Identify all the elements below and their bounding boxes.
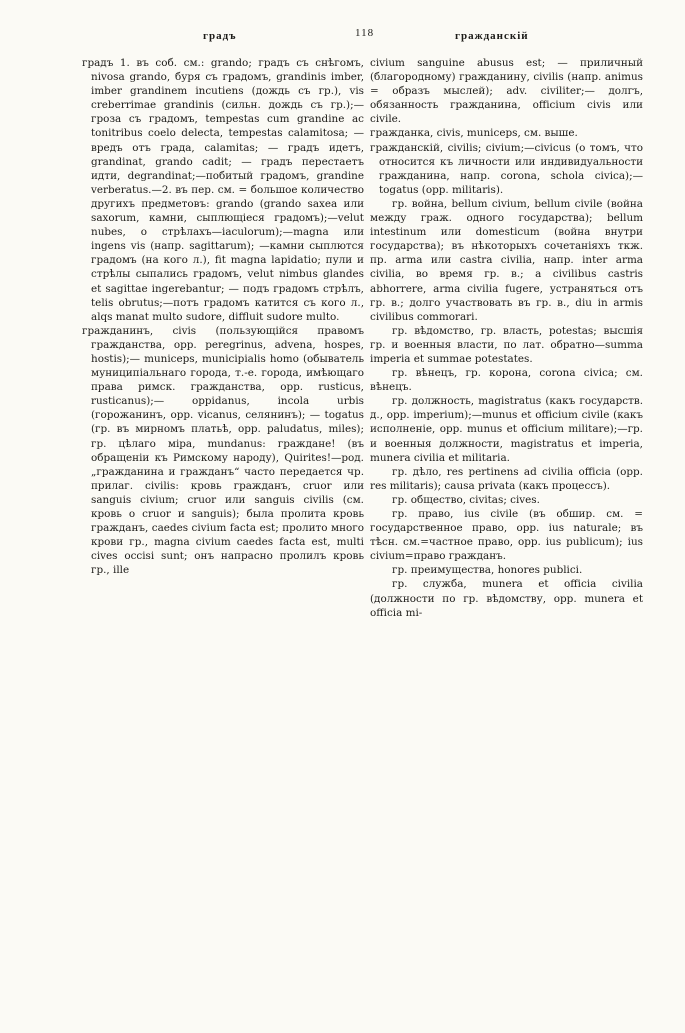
subentry-preimushchestva: гр. преимущества, honores publici.: [392, 564, 583, 577]
subentry-pravo: гр. право, ius civile (въ обшир. см. = государственное право, opp. ius naturale; въ тѣсн. см.=частное право, opp. ius publicum); ius civium=право гражданъ.: [370, 508, 643, 563]
entry-grazhdanka: гражданка, civis, municeps, см. выше.: [370, 127, 578, 140]
subentry-dolzhnost: гр. должность, magistratus (какъ государств. д., opp. imperium);—munus et officium civile (какъ исполненіе, opp. munus et officium militare);—гр. и военныя должности, magistratus et imperia, munera civilia et militaria.: [370, 395, 643, 464]
left-column: [82, 56, 364, 577]
entry-grazhdanin: гражданинъ, civis (пользующійся правомъ гражданства, opp. peregrinus, advena, hospes, hostis);— municeps, municipialis homo (обыватель муниципіальнаго города, т.-е. города, имѣющаго права римск. гражданства, opp. rusticus, rusticanus);— oppidanus, incola urbis (горожанинъ, opp. vicanus, селянинъ); — togatus (гр. въ мирномъ платьѣ, opp. paludatus, miles); гр. цѣлаго міра, mundanus: граждане! (въ обращеніи къ Римскому народу), Quirites!—род. „гражданина и гражданъ“ часто передается чр. прилаг. civilis: кровь гражданъ, cruor или sanguis civium; cruor или sanguis civilis (см. кровь о cruor и sanguis); была пролита кровь гражданъ, caedes civium facta est; пролито много крови гр., magna civium caedes facta est, multi cives occisi sunt; онъ напрасно пролилъ кровь гр., ille: [82, 324, 364, 577]
entry-continuation: civium sanguine abusus est; — приличный (благородному) гражданину, civilis (напр. animus = образъ мыслей); adv. civiliter;— долгъ, обязанность гражданина, officium civis или civile.: [370, 57, 643, 126]
subentry-vedomstvo: гр. вѣдомство, гр. власть, potestas; высшія гр. и военныя власти, по лат. обратно—summa imperia et summae potestates.: [370, 324, 643, 365]
subentry-venets: гр. вѣнецъ, гр. корона, corona civica; см. вѣнецъ.: [370, 367, 643, 394]
subentry-sluzhba: гр. служба, munera et officia civilia (должности по гр. вѣдомству, opp. munera et officia mi-: [370, 578, 643, 619]
right-column: [370, 56, 643, 620]
header-left-word: градъ: [203, 30, 237, 42]
entry-grad: градъ 1. въ соб. см.: grando; градъ съ снѣгомъ, nivosa grando, буря съ градомъ, grandinis imber, imber grandinem incutiens (дождь съ гр.), vis creberrimae grandinis (сильн. дождь съ гр.);—гроза съ градомъ, tempestas cum grandine ac tonitribus coelo delecta, tempestas calamitosa; — вредъ отъ града, calamitas; — градъ идетъ, grandinat, grando cadit; — градъ перестаетъ идти, degrandinat;—побитый градомъ, grandine verberatus.—2. въ пер. см. = большое количество другихъ предметовъ: grando (grando saxea или saxorum, камни, сыплющіеся градомъ);—velut nubes, о стрѣлахъ—iaculorum);—magna или ingens vis (напр. sagittarum); —камни сыплются градомъ (на кого л.), fit magna lapidatio; пули и стрѣлы сыпались градомъ, velut nimbus glandes et sagittae ingerebantur; — подъ градомъ стрѣлъ, telis obrutus;—потъ градомъ катится съ кого л., alqs manat multo sudore, diffluit sudore multo.: [82, 57, 364, 323]
page-number: 118: [355, 27, 375, 39]
subentry-voyna: гр. война, bellum civium, bellum civile (война между граж. одного государства); bellum intestinum или domesticum (война внутри государства); въ нѣкоторыхъ сочетаніяхъ ткж. пр. arma или castra civilia, напр. inter arma civilia, во время гр. в.; a civilibus castris abhorrere, arma civilia fugere, устраняться отъ гр. в.; долго участвовать въ гр. в., diu in armis civilibus commorari.: [370, 197, 643, 323]
header-right-word: гражданскій: [455, 30, 529, 42]
subentry-obshchestvo: гр. общество, civitas; cives.: [392, 493, 540, 506]
entry-grazhdanskiy: гражданскій, civilis; civium;—civicus (о томъ, что относится къ личности или индивидуальности гражданина, напр. corona, schola civica);—togatus (opp. militaris).: [370, 141, 643, 196]
running-header: [0, 27, 685, 52]
subentry-delo: гр. дѣло, res pertinens ad civilia officia (opp. res militaris); causa privata (какъ процессъ).: [370, 465, 643, 492]
